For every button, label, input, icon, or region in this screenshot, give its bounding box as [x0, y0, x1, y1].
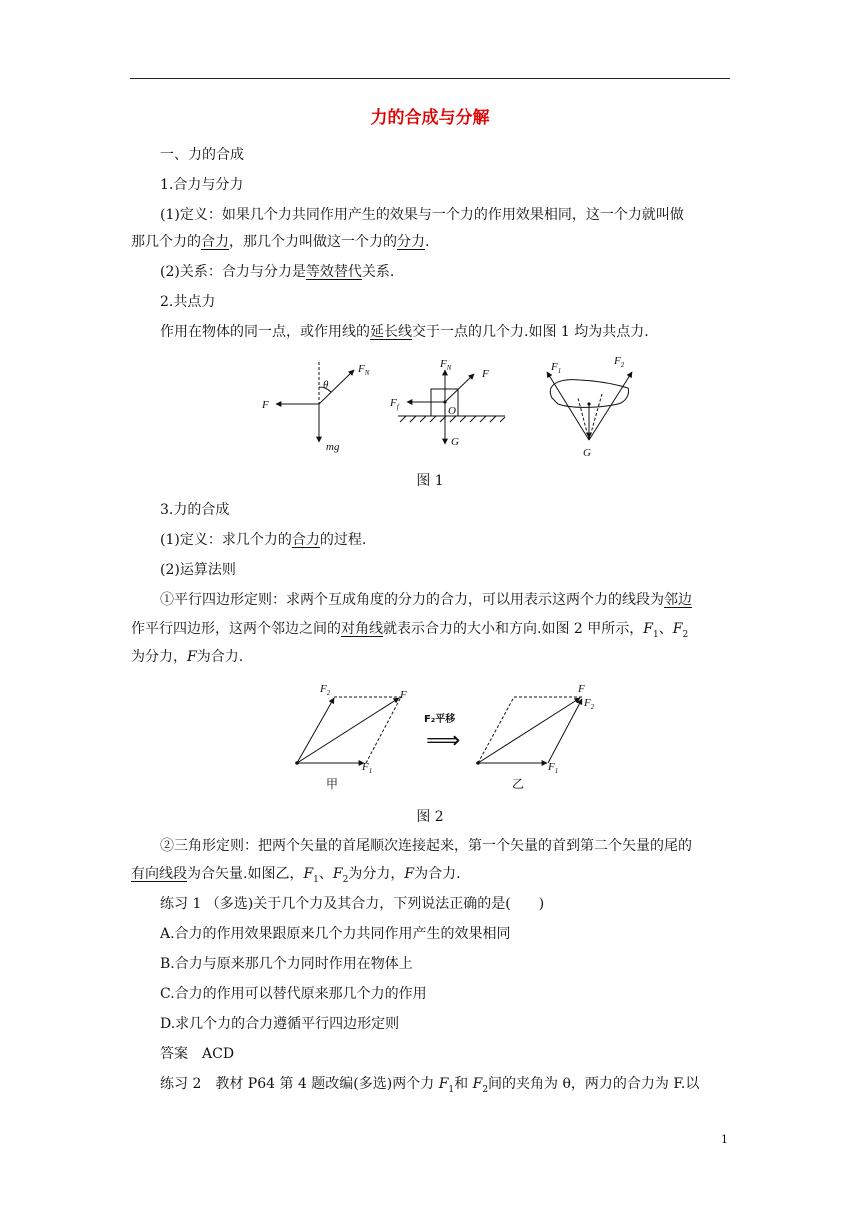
- text: (1)定义：求几个力的: [160, 532, 292, 548]
- text: 作用在物体的同一点，或作用线的: [160, 324, 370, 340]
- subscript: 2: [342, 874, 349, 885]
- symbol: F: [672, 621, 683, 637]
- paragraph: [131, 647, 731, 667]
- header-rule: [130, 78, 730, 79]
- symbol: F: [438, 1076, 449, 1092]
- label-F1: $F_1$: [548, 761, 559, 775]
- label-F2: $F_2$: [320, 683, 331, 697]
- label-F2: $F_2$: [614, 355, 625, 369]
- text: 那几个力的: [131, 234, 201, 250]
- symbol: F: [404, 866, 415, 882]
- option-a: A.合力的作用效果跟原来几个力共同作用产生的效果相同: [160, 926, 511, 942]
- label-G: G: [583, 447, 591, 459]
- option-c: C.合力的作用可以替代原来那几个力的作用: [160, 986, 427, 1002]
- label-jia: 甲: [326, 777, 339, 791]
- vector-F2: [548, 699, 582, 763]
- subscript: 1: [652, 629, 659, 640]
- text: 为合矢量.如图乙，: [187, 866, 304, 882]
- symbol: F: [332, 866, 343, 882]
- underlined-term: 合力: [291, 532, 320, 548]
- text: ，那几个力叫做这一个力的: [229, 234, 397, 250]
- subsection-heading: 1.合力与分力: [160, 177, 244, 193]
- paragraph: [131, 232, 731, 252]
- fig2-yi: [476, 683, 595, 791]
- subscript: 1: [448, 1084, 455, 1095]
- subscript: 2: [482, 1084, 489, 1095]
- text: 就表示合力的大小和方向.如图 2 甲所示，: [383, 621, 644, 637]
- text: 交于一点的几个力.如图 1 均为共点力.: [412, 324, 649, 340]
- paragraph: [160, 322, 760, 342]
- label-theta: θ: [323, 379, 329, 391]
- underlined-term: 延长线: [370, 324, 412, 340]
- label-F2: $F_2$: [584, 697, 595, 711]
- page-title: 力的合成与分解: [370, 108, 490, 128]
- dashed-side: [478, 697, 514, 763]
- paragraph: [160, 262, 760, 282]
- text: 的过程.: [319, 532, 367, 548]
- answer: 答案 ACD: [160, 1046, 235, 1062]
- force-F1-arrow: [547, 372, 589, 440]
- underlined-term: 邻边: [664, 592, 692, 608]
- underlined-term: 合力: [201, 234, 229, 250]
- text: (2)关系：合力与分力是: [160, 264, 306, 280]
- text: 为合力.: [414, 866, 461, 882]
- origin-point: [476, 761, 480, 765]
- label-mg: mg: [326, 441, 340, 453]
- double-arrow-icon: ⟹: [426, 726, 461, 754]
- fig2-jia: [295, 683, 407, 791]
- figure-1: [0, 352, 860, 472]
- paragraph: (2)运算法则: [160, 562, 236, 578]
- option-d: D.求几个力的合力遵循平行四边形定则: [160, 1016, 400, 1032]
- underlined-term: 分力: [397, 234, 425, 250]
- label-F: F: [482, 368, 489, 380]
- option-b: B.合力与原来那几个力同时作用在物体上: [160, 956, 413, 972]
- label-F: F: [578, 683, 585, 695]
- label-O: O: [448, 405, 456, 417]
- paragraph: [131, 864, 731, 890]
- underlined-term: 对角线: [341, 621, 383, 637]
- fig1-part-a: [261, 362, 370, 453]
- paragraph: [160, 530, 760, 550]
- label-shift: F₂平移: [424, 714, 456, 725]
- force-F2-arrow: [589, 372, 632, 440]
- exercise-2-question: [160, 1074, 760, 1100]
- center-point: [587, 402, 590, 405]
- symbol: F: [472, 1076, 483, 1092]
- text: 练习 2 教材 P64 第 4 题改编(多选)两个力: [160, 1076, 439, 1092]
- figure-1-caption: 图 1: [416, 473, 444, 489]
- text: 为分力，: [348, 866, 405, 882]
- dashed-line: [578, 398, 589, 440]
- label-F: F: [262, 399, 269, 411]
- symbol: F: [643, 621, 653, 637]
- text: 为分力，: [131, 649, 187, 665]
- fig1-part-b: [389, 358, 505, 448]
- origin-point: [295, 761, 299, 765]
- vector-F2: [297, 698, 334, 763]
- subscript: 1: [313, 874, 319, 885]
- subscript: 2: [682, 629, 689, 640]
- label-FN: $F_N$: [358, 363, 370, 377]
- subsection-heading: 2.共点力: [160, 294, 216, 310]
- symbol: F: [303, 866, 314, 882]
- fig1-part-c: [547, 355, 632, 459]
- dashed-side: [366, 697, 401, 763]
- text: 和: [454, 1076, 473, 1092]
- label-F1: $F_1$: [551, 361, 562, 375]
- text: ①平行四边形定则：求两个互成角度的分力的合力，可以用表示这两个力的线段为: [160, 592, 664, 608]
- label-F1: $F_1$: [362, 761, 373, 775]
- text: 、: [658, 621, 673, 637]
- label-Ff: $F_f$: [390, 397, 399, 411]
- paragraph: ②三角形定则：把两个矢量的首尾顺次连接起来，第一个矢量的首到第二个矢量的尾的: [160, 838, 692, 854]
- section-heading: 一、力的合成: [160, 147, 244, 163]
- symbol: F: [187, 649, 197, 665]
- text: 作平行四边形，这两个邻边之间的: [131, 621, 341, 637]
- figure-2-caption: 图 2: [416, 809, 444, 825]
- exercise-1-question: 练习 1 （多选)关于几个力及其合力，下列说法正确的是( ): [160, 896, 545, 912]
- paragraph: (1)定义：如果几个力共同作用产生的效果与一个力的作用效果相同，这一个力就叫做: [160, 207, 684, 223]
- label-FN: $F_N$: [440, 358, 452, 372]
- dashed-line: [589, 394, 602, 440]
- force-F-arrow: [445, 374, 474, 402]
- underlined-term: 等效替代: [305, 264, 362, 280]
- text: 间的夹角为 θ，两力的合力为 F.以: [488, 1076, 700, 1092]
- label-yi: 乙: [512, 777, 525, 791]
- text: .: [425, 234, 430, 250]
- paragraph: [131, 619, 731, 645]
- label-G: G: [451, 436, 459, 448]
- subsection-heading: 3.力的合成: [160, 502, 230, 518]
- label-F: F: [400, 689, 407, 701]
- text: 、: [318, 866, 333, 882]
- underlined-term: 有向线段: [131, 866, 187, 882]
- paragraph: [160, 590, 760, 610]
- text: 为合力.: [196, 649, 244, 665]
- figure-2: [0, 680, 860, 790]
- page-number: 1: [721, 1133, 728, 1146]
- text: 关系.: [361, 264, 395, 280]
